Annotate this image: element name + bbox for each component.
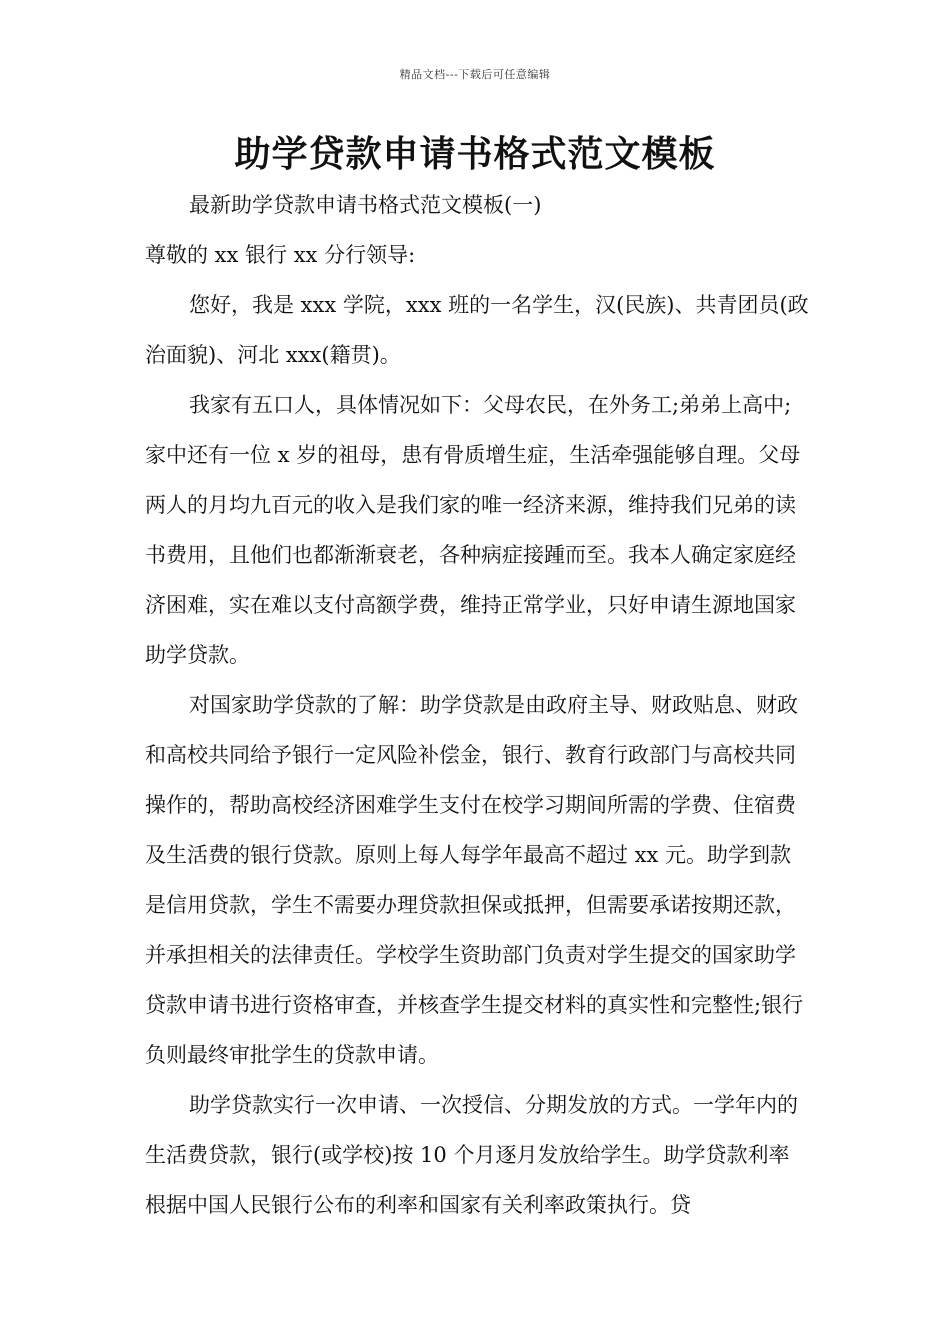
salutation: 尊敬的 xx 银行 xx 分行领导: bbox=[145, 243, 416, 267]
document-subtitle: 最新助学贷款申请书格式范文模板(一) bbox=[189, 193, 542, 217]
paragraph-loan-terms: 助学贷款实行一次申请、一次授信、分期发放的方式。一学年内的生活费贷款，银行(或学校)按 10 个月逐月发放给学生。助学贷款利率根据中国人民银行公布的利率和国家有关利率政策执行。贷 bbox=[145, 1093, 798, 1217]
paragraph-intro: 您好，我是 xxx 学院，xxx 班的一名学生，汉(民族)、共青团员(政治面貌)、河北 xxx(籍贯)。 bbox=[145, 293, 809, 367]
header-note: 精品文档---下载后可任意编辑 bbox=[399, 68, 551, 81]
document-title: 助学贷款申请书格式范文模板 bbox=[234, 133, 716, 175]
document-body bbox=[145, 180, 810, 1230]
paragraph-loan-overview: 对国家助学贷款的了解：助学贷款是由政府主导、财政贴息、财政和高校共同给予银行一定风险补偿金，银行、教育行政部门与高校共同操作的，帮助高校经济困难学生支付在校学习期间所需的学费、住宿费及生活费的银行贷款。原则上每人每学年最高不超过 xx 元。助学到款是信用贷款，学生不需要办理贷款担保或抵押，但需要承诺按期还款，并承担相关的法律责任。学校学生资助部门负责对学生提交的国家助学贷款申请书进行资格审查，并核查学生提交材料的真实性和完整性;银行负则最终审批学生的贷款申请。 bbox=[145, 693, 804, 1067]
paragraph-family: 我家有五口人，具体情况如下：父母农民，在外务工;弟弟上高中;家中还有一位 x 岁的祖母，患有骨质增生症，生活牵强能够自理。父母两人的月均九百元的收入是我们家的唯一经济来源，维持我们兄弟的读书费用，且他们也都渐渐衰老，各种病症接踵而至。我本人确定家庭经济困难，实在难以支付高额学费，维持正常学业，只好申请生源地国家助学贷款。 bbox=[145, 393, 801, 667]
